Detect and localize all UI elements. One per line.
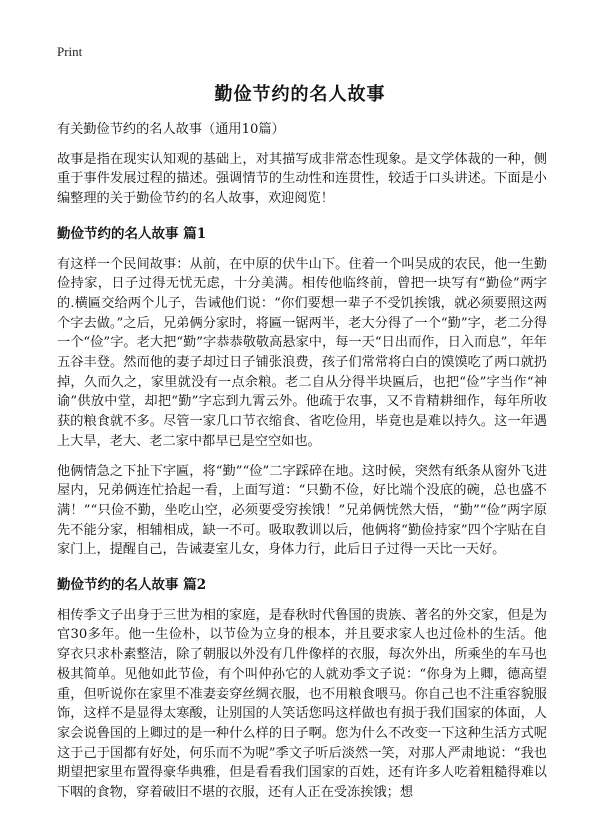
- section-1-paragraph-2: 他俩情急之下扯下字匾，将“勤”“俭”二字踩碎在地。这时候，突然有纸条从窗外飞进屋内，兄弟俩连忙拾起一看，上面写道：“只勤不俭，好比端个没底的碗，总也盛不满！”“只俭不勤，坐吃山空，必须要受穷挨饿！”兄弟俩恍然大悟，“勤”“俭”两字原先不能分家，相辅相成，缺一不可。吸取教训以后，他俩将“勤俭持家”四个字贴在自家门上，提醒自己，告诫妻室儿女，身体力行，此后日子过得一天比一天好。: [57, 463, 547, 558]
- intro-paragraph: 故事是指在现实认知观的基础上，对其描写成非常态性现象。是文学体裁的一种，侧重于事件发展过程的描述。强调情节的生动性和连贯性，较适于口头讲述。下面是小编整理的关于勤俭节约的名人故事，欢迎阅览！: [57, 151, 547, 207]
- section-heading-1: 勤俭节约的名人故事 篇1: [57, 225, 207, 242]
- article-body: [57, 120, 547, 813]
- page-title: 勤俭节约的名人故事: [214, 84, 386, 105]
- lead-line: 有关勤俭节约的名人故事（通用10篇）: [57, 122, 285, 137]
- section-heading-2: 勤俭节约的名人故事 篇2: [57, 577, 207, 594]
- section-2-paragraph-1: 相传季文子出身于三世为相的家庭，是春秋时代鲁国的贵族、著名的外交家，但是为官30多年。他一生俭朴，以节俭为立身的根本，并且要求家人也过俭朴的生活。他穿衣只求朴素整洁，除了朝服以外没有几件像样的衣服，每次外出，所乘坐的车马也极其简单。见他如此节俭，有个叫仲孙它的人就劝季文子说：“你身为上卿，德高望重，但听说你在家里不准妻妾穿丝绸衣服，也不用粮食喂马。你自己也不注重容貌服饰，这样不是显得太寒酸，让别国的人笑话您吗这样做也有损于我们国家的体面，人家会说鲁国的上卿过的是一种什么样的日子啊。您为什么不改变一下这种生活方式呢这于己于国都有好处，何乐而不为呢”季文子听后淡然一笑，对那人严肃地说：“我也期望把家里布置得豪华典雅，但是看看我们国家的百姓，还有许多人吃着粗糙得难以下咽的食物，穿着破旧不堪的衣服，还有人正在受冻挨饿；想: [57, 607, 547, 801]
- section-1-paragraph-1: 有这样一个民间故事：从前，在中原的伏牛山下。住着一个叫吴成的农民，他一生勤俭持家，日子过得无忧无虑，十分美满。相传他临终前，曾把一块写有“勤俭”两字的.横匾交给两个儿子，告诫他们说：“你们要想一辈子不受饥挨饿，就必须要照这两个字去做。”之后，兄弟俩分家时，将匾一锯两半，老大分得了一个“勤”字，老二分得一个“俭”字。老大把“勤”字恭恭敬敬高悬家中，每一天“日出而作，日入而息”，年年五谷丰登。然而他的妻子却过日子铺张浪费，孩子们常常将白白的馍馍吃了两口就扔掉，久而久之，家里就没有一点余粮。老二自从分得半块匾后，也把“俭”字当作“神谕”供放中堂，却把“勤”字忘到九霄云外。他疏于农事，又不肯精耕细作，每年所收获的粮食就不多。尽管一家几口节衣缩食、省吃俭用，毕竟也是难以持久。这一年遇上大旱，老大、老二家中都早已是空空如也。: [57, 256, 547, 449]
- print-link[interactable]: Print: [57, 44, 83, 59]
